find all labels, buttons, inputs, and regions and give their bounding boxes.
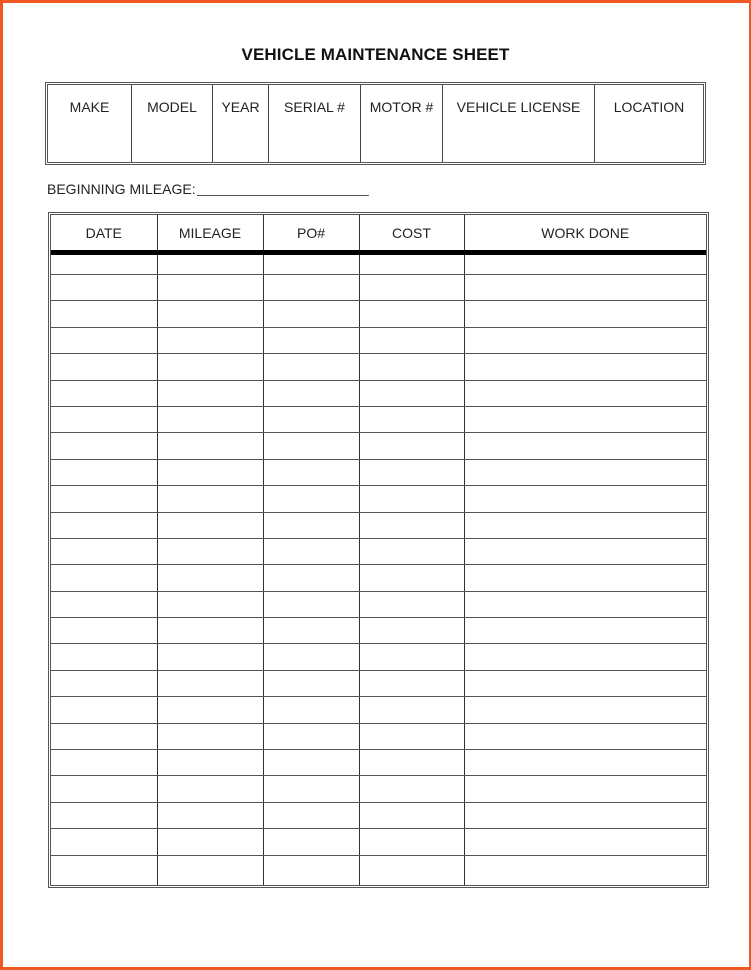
cell-cost[interactable] bbox=[359, 486, 464, 512]
cell-date[interactable] bbox=[51, 670, 157, 696]
table-row bbox=[51, 644, 706, 670]
cell-po[interactable] bbox=[263, 644, 359, 670]
cell-date[interactable] bbox=[51, 301, 157, 327]
table-row bbox=[51, 776, 706, 802]
column-header-mileage: MILEAGE bbox=[157, 215, 263, 253]
cell-date[interactable] bbox=[51, 327, 157, 353]
cell-date[interactable] bbox=[51, 459, 157, 485]
cell-mileage[interactable] bbox=[157, 512, 263, 538]
cell-cost[interactable] bbox=[359, 301, 464, 327]
vehicle-info-label: LOCATION bbox=[613, 99, 685, 115]
cell-mileage[interactable] bbox=[157, 253, 263, 275]
table-row bbox=[51, 565, 706, 591]
table-row bbox=[51, 855, 706, 885]
cell-po[interactable] bbox=[263, 433, 359, 459]
cell-work-done[interactable] bbox=[464, 354, 706, 380]
cell-mileage[interactable] bbox=[157, 275, 263, 301]
cell-po[interactable] bbox=[263, 750, 359, 776]
cell-cost[interactable] bbox=[359, 829, 464, 855]
table-row bbox=[51, 750, 706, 776]
cell-cost[interactable] bbox=[359, 354, 464, 380]
table-row bbox=[51, 802, 706, 828]
cell-po[interactable] bbox=[263, 459, 359, 485]
vehicle-info-label: VEHICLE LICENSE bbox=[456, 99, 581, 115]
cell-mileage[interactable] bbox=[157, 723, 263, 749]
cell-date[interactable] bbox=[51, 644, 157, 670]
cell-mileage[interactable] bbox=[157, 380, 263, 406]
cell-date[interactable] bbox=[51, 275, 157, 301]
vehicle-info-label: MODEL bbox=[147, 99, 197, 115]
cell-cost[interactable] bbox=[359, 406, 464, 432]
table-row bbox=[51, 253, 706, 275]
vehicle-info-field-model[interactable] bbox=[132, 85, 213, 162]
cell-cost[interactable] bbox=[359, 644, 464, 670]
cell-work-done[interactable] bbox=[464, 406, 706, 432]
cell-date[interactable] bbox=[51, 565, 157, 591]
cell-po[interactable] bbox=[263, 618, 359, 644]
cell-date[interactable] bbox=[51, 253, 157, 275]
cell-date[interactable] bbox=[51, 697, 157, 723]
cell-work-done[interactable] bbox=[464, 380, 706, 406]
cell-date[interactable] bbox=[51, 802, 157, 828]
beginning-mileage-label: BEGINNING MILEAGE: bbox=[47, 181, 196, 197]
table-row bbox=[51, 512, 706, 538]
cell-mileage[interactable] bbox=[157, 802, 263, 828]
table-row bbox=[51, 459, 706, 485]
cell-mileage[interactable] bbox=[157, 459, 263, 485]
cell-po[interactable] bbox=[263, 855, 359, 885]
table-row bbox=[51, 591, 706, 617]
cell-work-done[interactable] bbox=[464, 776, 706, 802]
table-row bbox=[51, 433, 706, 459]
cell-po[interactable] bbox=[263, 829, 359, 855]
vehicle-info-label: SERIAL # bbox=[284, 99, 345, 115]
cell-mileage[interactable] bbox=[157, 406, 263, 432]
cell-work-done[interactable] bbox=[464, 327, 706, 353]
cell-po[interactable] bbox=[263, 802, 359, 828]
table-row bbox=[51, 301, 706, 327]
cell-mileage[interactable] bbox=[157, 565, 263, 591]
cell-work-done[interactable] bbox=[464, 644, 706, 670]
vehicle-info-label: MOTOR # bbox=[369, 99, 434, 115]
cell-po[interactable] bbox=[263, 723, 359, 749]
table-row bbox=[51, 538, 706, 564]
table-row bbox=[51, 354, 706, 380]
page-title: VEHICLE MAINTENANCE SHEET bbox=[241, 45, 510, 64]
cell-date[interactable] bbox=[51, 750, 157, 776]
cell-cost[interactable] bbox=[359, 670, 464, 696]
cell-cost[interactable] bbox=[359, 253, 464, 275]
cell-work-done[interactable] bbox=[464, 275, 706, 301]
cell-work-done[interactable] bbox=[464, 486, 706, 512]
cell-mileage[interactable] bbox=[157, 855, 263, 885]
cell-cost[interactable] bbox=[359, 538, 464, 564]
cell-work-done[interactable] bbox=[464, 670, 706, 696]
cell-cost[interactable] bbox=[359, 459, 464, 485]
cell-mileage[interactable] bbox=[157, 486, 263, 512]
cell-cost[interactable] bbox=[359, 512, 464, 538]
cell-work-done[interactable] bbox=[464, 723, 706, 749]
cell-date[interactable] bbox=[51, 591, 157, 617]
cell-work-done[interactable] bbox=[464, 433, 706, 459]
vehicle-info-columns bbox=[48, 85, 703, 162]
cell-date[interactable] bbox=[51, 723, 157, 749]
column-header-work-done: WORK DONE bbox=[464, 215, 706, 253]
cell-mileage[interactable] bbox=[157, 829, 263, 855]
table-row bbox=[51, 829, 706, 855]
vehicle-info-field-serial[interactable] bbox=[269, 85, 361, 162]
cell-mileage[interactable] bbox=[157, 538, 263, 564]
cell-mileage[interactable] bbox=[157, 433, 263, 459]
cell-cost[interactable] bbox=[359, 380, 464, 406]
beginning-mileage bbox=[47, 181, 369, 197]
cell-cost[interactable] bbox=[359, 750, 464, 776]
cell-date[interactable] bbox=[51, 380, 157, 406]
cell-mileage[interactable] bbox=[157, 591, 263, 617]
cell-work-done[interactable] bbox=[464, 750, 706, 776]
cell-date[interactable] bbox=[51, 354, 157, 380]
vehicle-info-box bbox=[45, 82, 706, 165]
cell-po[interactable] bbox=[263, 253, 359, 275]
cell-work-done[interactable] bbox=[464, 802, 706, 828]
table-row bbox=[51, 406, 706, 432]
cell-mileage[interactable] bbox=[157, 327, 263, 353]
cell-po[interactable] bbox=[263, 327, 359, 353]
cell-po[interactable] bbox=[263, 406, 359, 432]
cell-po[interactable] bbox=[263, 486, 359, 512]
vehicle-info-label: YEAR bbox=[221, 99, 260, 115]
cell-po[interactable] bbox=[263, 380, 359, 406]
maintenance-log-table bbox=[48, 212, 709, 888]
cell-po[interactable] bbox=[263, 301, 359, 327]
cell-cost[interactable] bbox=[359, 275, 464, 301]
cell-po[interactable] bbox=[263, 697, 359, 723]
cell-po[interactable] bbox=[263, 565, 359, 591]
cell-mileage[interactable] bbox=[157, 618, 263, 644]
cell-mileage[interactable] bbox=[157, 670, 263, 696]
cell-cost[interactable] bbox=[359, 855, 464, 885]
table-row bbox=[51, 723, 706, 749]
cell-cost[interactable] bbox=[359, 618, 464, 644]
cell-work-done[interactable] bbox=[464, 697, 706, 723]
table-row bbox=[51, 697, 706, 723]
table-row bbox=[51, 618, 706, 644]
table-row bbox=[51, 327, 706, 353]
cell-date[interactable] bbox=[51, 618, 157, 644]
vehicle-info-field-motor[interactable] bbox=[361, 85, 443, 162]
cell-work-done[interactable] bbox=[464, 538, 706, 564]
cell-work-done[interactable] bbox=[464, 829, 706, 855]
cell-cost[interactable] bbox=[359, 433, 464, 459]
cell-mileage[interactable] bbox=[157, 301, 263, 327]
cell-po[interactable] bbox=[263, 591, 359, 617]
cell-cost[interactable] bbox=[359, 802, 464, 828]
log-header-row bbox=[51, 215, 706, 253]
cell-date[interactable] bbox=[51, 776, 157, 802]
cell-work-done[interactable] bbox=[464, 253, 706, 275]
cell-date[interactable] bbox=[51, 433, 157, 459]
cell-mileage[interactable] bbox=[157, 697, 263, 723]
cell-cost[interactable] bbox=[359, 776, 464, 802]
cell-mileage[interactable] bbox=[157, 644, 263, 670]
cell-mileage[interactable] bbox=[157, 750, 263, 776]
cell-cost[interactable] bbox=[359, 565, 464, 591]
cell-cost[interactable] bbox=[359, 327, 464, 353]
cell-work-done[interactable] bbox=[464, 301, 706, 327]
cell-po[interactable] bbox=[263, 354, 359, 380]
cell-work-done[interactable] bbox=[464, 855, 706, 885]
column-header-cost: COST bbox=[359, 215, 464, 253]
cell-date[interactable] bbox=[51, 406, 157, 432]
table-row bbox=[51, 380, 706, 406]
cell-mileage[interactable] bbox=[157, 354, 263, 380]
cell-cost[interactable] bbox=[359, 591, 464, 617]
cell-cost[interactable] bbox=[359, 697, 464, 723]
column-header-date: DATE bbox=[51, 215, 157, 253]
vehicle-info-field-make[interactable] bbox=[48, 85, 132, 162]
column-header-po: PO# bbox=[263, 215, 359, 253]
cell-work-done[interactable] bbox=[464, 565, 706, 591]
vehicle-info-field-vehicle-license[interactable] bbox=[443, 85, 595, 162]
cell-date[interactable] bbox=[51, 829, 157, 855]
cell-date[interactable] bbox=[51, 855, 157, 885]
cell-cost[interactable] bbox=[359, 723, 464, 749]
table-row bbox=[51, 275, 706, 301]
table-row bbox=[51, 670, 706, 696]
cell-work-done[interactable] bbox=[464, 512, 706, 538]
cell-po[interactable] bbox=[263, 776, 359, 802]
vehicle-info-field-year[interactable] bbox=[213, 85, 269, 162]
table-row bbox=[51, 486, 706, 512]
vehicle-info-field-location[interactable] bbox=[595, 85, 703, 162]
beginning-mileage-field[interactable] bbox=[197, 181, 369, 196]
vehicle-info-label: MAKE bbox=[69, 99, 110, 115]
cell-date[interactable] bbox=[51, 538, 157, 564]
cell-work-done[interactable] bbox=[464, 591, 706, 617]
cell-mileage[interactable] bbox=[157, 776, 263, 802]
cell-po[interactable] bbox=[263, 670, 359, 696]
cell-date[interactable] bbox=[51, 512, 157, 538]
cell-po[interactable] bbox=[263, 538, 359, 564]
cell-po[interactable] bbox=[263, 275, 359, 301]
cell-work-done[interactable] bbox=[464, 618, 706, 644]
cell-work-done[interactable] bbox=[464, 459, 706, 485]
cell-date[interactable] bbox=[51, 486, 157, 512]
cell-po[interactable] bbox=[263, 512, 359, 538]
